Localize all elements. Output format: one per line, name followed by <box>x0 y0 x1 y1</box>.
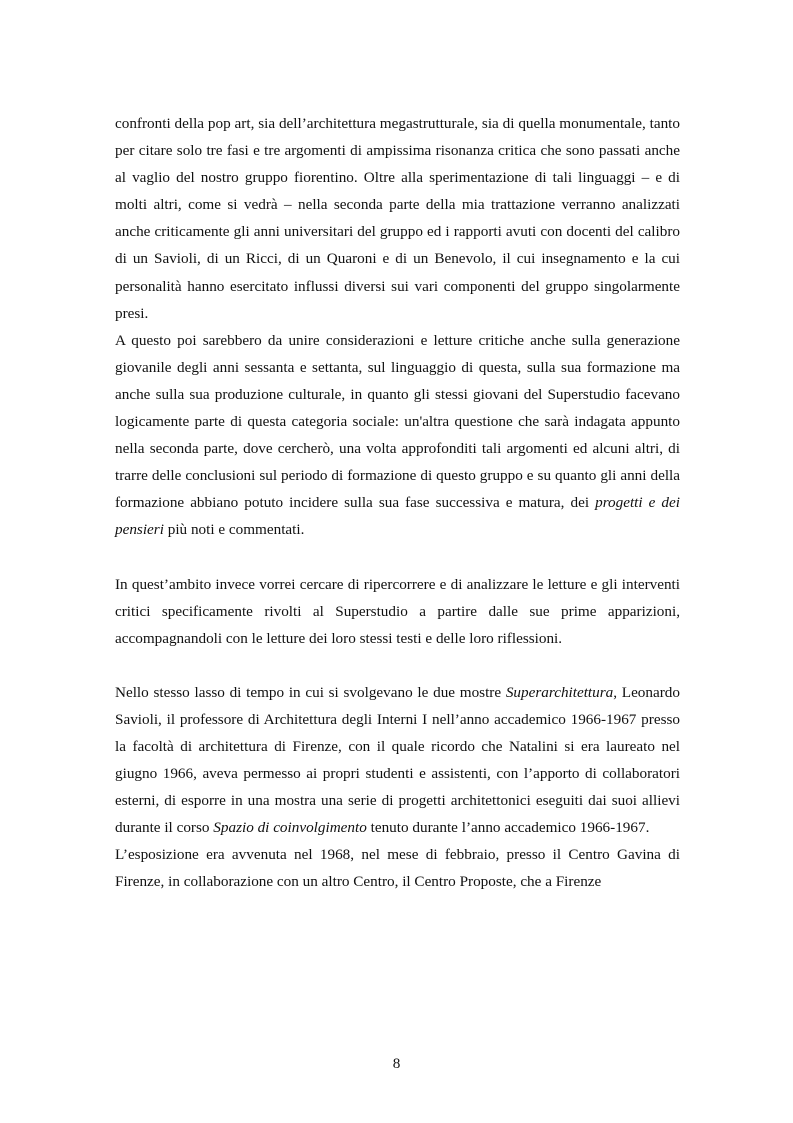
paragraph-savioli-middle: , Leonardo Savioli, il professore di Architettura degli Interni I nell’anno accademico 1966-1967 presso la facoltà di architettura di Firenze, con il quale ricordo che Natalini si era laureato nel giugno 1966, aveva permesso ai propri studenti e assistenti, con l’apporto di collaboratori esterni, di esporre in una mostra una serie di progetti architettonici eseguiti dai suoi allievi durante il corso <box>115 683 680 837</box>
emphasis-spazio-coinvolgimento: Spazio di coinvolgimento <box>213 819 367 837</box>
paragraph-savioli-end: tenuto durante l’anno accademico 1966-1967. <box>366 819 650 837</box>
paragraph-esposizione-text: L’esposizione era avvenuta nel 1968, nel mese di febbraio, presso il Centro Gavina di Firenze, in collaborazione con un altro Centro, il Centro Proposte, che a Firenze <box>115 846 680 891</box>
paragraph-savioli-start: Nello stesso lasso di tempo in cui si svolgevano le due mostre <box>115 683 506 701</box>
page-body <box>115 110 680 896</box>
paragraph-ambito <box>115 571 680 652</box>
page-number: 8 <box>392 1055 401 1072</box>
paragraph-pop-art <box>115 110 680 327</box>
paragraph-pop-art-text: confronti della pop art, sia dell’architettura megastrutturale, sia di quella monumentale, tanto per citare solo tre fasi e tre argomenti di ampissima risonanza critica che sono passati anche al vaglio del nostro gruppo fiorentino. Oltre alla sperimentazione di tali linguaggi – e di molti altri, come si vedrà – nella seconda parte della mia trattazione verranno analizzati anche criticamente gli anni universitari del gruppo ed i rapporti avuti con docenti del calibro di un Savioli, di un Ricci, di un Quaroni e di un Benevolo, il cui insegnamento e la cui personalità hanno esercitato influssi diversi sui vari componenti del gruppo singolarmente presi. <box>115 115 680 322</box>
paragraph-esposizione <box>115 841 680 895</box>
paragraph-generazione-end: più noti e commentati. <box>163 521 305 539</box>
paragraph-generazione-text: A questo poi sarebbero da unire considerazioni e letture critiche anche sulla generazione giovanile degli anni sessanta e settanta, sul linguaggio di questa, sulla sua formazione ma anche sulla sua produzione culturale, in quanto gli stessi giovani del Superstudio facevano logicamente parte di questa categoria sociale: un'altra questione che sarà indagata appunto nella seconda parte, dove cercherò, una volta approfonditi tali argomenti ed alcuni altri, di trarre delle conclusioni sul periodo di formazione di questo gruppo e su quanto gli anni della formazione abbiano potuto incidere sulla sua fase successiva e matura, dei <box>115 331 680 512</box>
emphasis-progetti: progetti e dei pensieri <box>115 494 680 539</box>
emphasis-superarchitettura: Superarchitettura <box>505 683 614 701</box>
paragraph-spacer <box>115 652 680 679</box>
paragraph-generazione <box>115 327 680 544</box>
paragraph-spacer <box>115 544 680 571</box>
paragraph-ambito-text: In quest’ambito invece vorrei cercare di ripercorrere e di analizzare le letture e gli interventi critici specificamente rivolti al Superstudio a partire dalle sue prime apparizioni, accompagnandoli con le letture dei loro stessi testi e delle loro riflessioni. <box>115 575 680 647</box>
paragraph-savioli <box>115 679 680 842</box>
